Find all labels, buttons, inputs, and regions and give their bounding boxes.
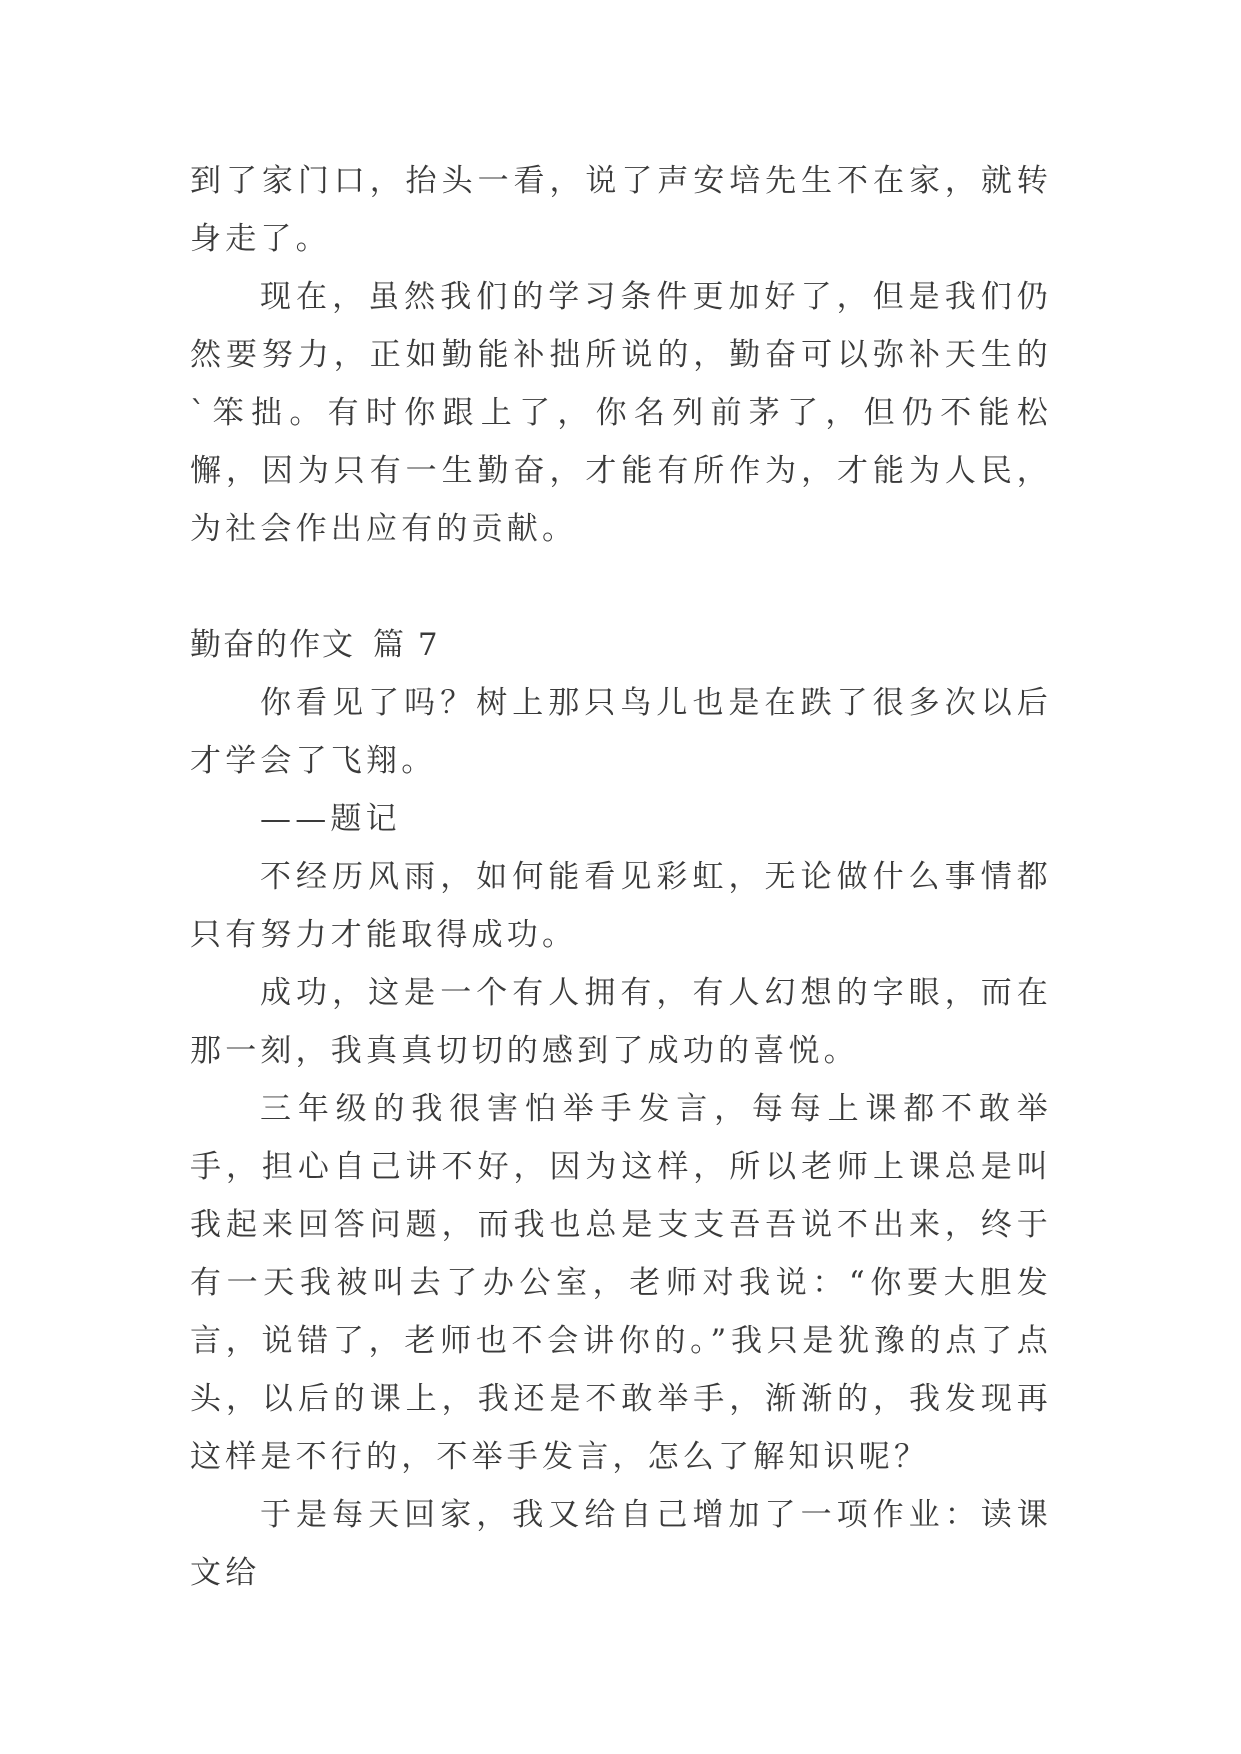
paragraph-7: 于是每天回家，我又给自己增加了一项作业：读课文给 [190,1497,1052,1591]
section-gap [190,558,1052,616]
heading-title: 勤奋的作文 [190,627,355,663]
paragraph-5: 成功，这是一个有人拥有，有人幻想的字眼，而在那一刻，我真真切切的感到了成功的喜悦。 [190,975,1052,1069]
section-heading [190,616,1052,674]
paragraph-4: 不经历风雨，如何能看见彩虹，无论做什么事情都只有努力才能取得成功。 [190,859,1052,953]
document-page [190,152,1052,1602]
paragraph-3: 你看见了吗？树上那只鸟儿也是在跌了很多次以后才学会了飞翔。 [190,685,1052,779]
paragraph-1: 到了家门口，抬头一看，说了声安培先生不在家，就转身走了。 [190,163,1052,257]
paragraph-6: 三年级的我很害怕举手发言，每每上课都不敢举手，担心自己讲不好，因为这样，所以老师上课总是叫我起来回答问题，而我也总是支支吾吾说不出来，终于有一天我被叫去了办公室，老师对我说：“你要大胆发言，说错了，老师也不会讲你的。”我只是犹豫的点了点头，以后的课上，我还是不敢举手，渐渐的，我发现再这样是不行的，不举手发言，怎么了解知识呢？ [190,1091,1052,1475]
heading-number: 篇 7 [373,627,440,663]
paragraph-2: 现在，虽然我们的学习条件更加好了，但是我们仍然要努力，正如勤能补拙所说的，勤奋可以弥补天生的`笨拙。有时你跟上了，你名列前茅了，但仍不能松懈，因为只有一生勤奋，才能有所作为，才能为人民，为社会作出应有的贡献。 [190,279,1052,547]
epigraph-attribution: ——题记 [260,801,401,837]
